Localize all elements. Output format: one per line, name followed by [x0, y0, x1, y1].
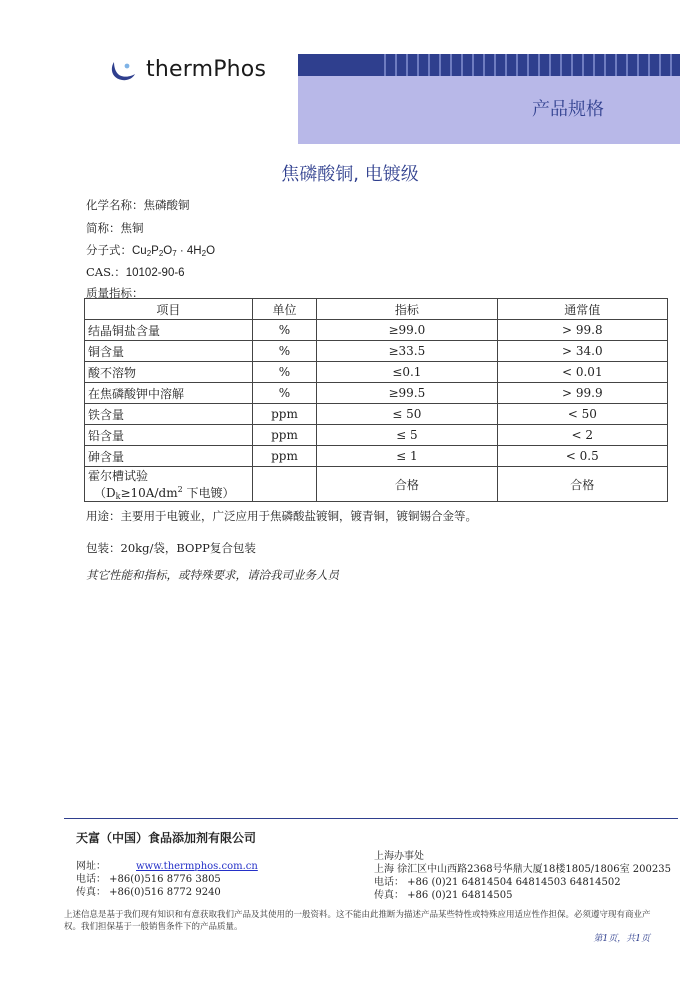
table-row-hull-cell [85, 467, 668, 502]
row-unit: ppm [252, 404, 316, 425]
spec-table [84, 298, 668, 502]
row-unit: ppm [252, 425, 316, 446]
phone-left: 电话： +86(0)516 8776 3805 [76, 874, 221, 885]
cas-value: 10102-90-6 [125, 267, 185, 279]
table-row [85, 383, 668, 404]
office-address: 上海 徐汇区中山西路2368号华鼎大厦18楼1805/1806室 200235 [374, 864, 671, 875]
table-row [85, 425, 668, 446]
table-row [85, 362, 668, 383]
row-item [85, 467, 253, 502]
header-item: 项目 [85, 299, 253, 320]
row-item: 铁含量 [85, 404, 253, 425]
website-line [76, 860, 258, 873]
page-number: 第1页，共1页 [593, 934, 650, 944]
header-band [298, 76, 680, 144]
row-typical: > 34.0 [497, 341, 667, 362]
row-spec: ≥99.0 [317, 320, 497, 341]
thermphos-logo [108, 54, 266, 84]
hull-test-label: 霍尔槽试验 [88, 469, 149, 483]
short-name-field [86, 220, 144, 236]
row-unit: % [252, 341, 316, 362]
footer-divider [64, 818, 678, 819]
office-title: 上海办事处 [374, 851, 424, 862]
cas-label: CAS.： [86, 265, 126, 279]
formula-label: 分子式： [86, 243, 132, 257]
thermphos-logo-icon [108, 54, 138, 84]
chemical-name-label: 化学名称： [86, 198, 144, 212]
contact-left [76, 860, 258, 899]
row-unit [252, 467, 316, 502]
table-row [85, 341, 668, 362]
formula-field [86, 242, 215, 258]
row-spec: ≥99.5 [317, 383, 497, 404]
row-unit: % [252, 362, 316, 383]
note-text: 其它性能和指标，或特殊要求，请洽我司业务人员 [86, 568, 339, 582]
logo-text: thermPhos [146, 56, 267, 82]
row-typical: < 0.5 [497, 446, 667, 467]
row-typical: < 50 [497, 404, 667, 425]
document-title: 焦磷酸铜, 电镀级 [281, 164, 419, 185]
table-row [85, 404, 668, 425]
chemical-name-field [86, 197, 190, 213]
row-item: 酸不溶物 [85, 362, 253, 383]
row-spec: ≤ 1 [317, 446, 497, 467]
cas-field [86, 264, 185, 280]
website-label: 网址： [76, 861, 106, 872]
short-name-value: 焦铜 [120, 221, 144, 235]
row-item: 铅含量 [85, 425, 253, 446]
contact-right [374, 850, 671, 902]
header-unit: 单位 [252, 299, 316, 320]
row-item: 铜含量 [85, 341, 253, 362]
row-item: 结晶铜盐含量 [85, 320, 253, 341]
chemical-name-value: 焦磷酸铜 [143, 198, 190, 212]
fax-left: 传真： +86(0)516 8772 9240 [76, 887, 221, 898]
row-spec: ≤ 50 [317, 404, 497, 425]
usage-text: 用途：主要用于电镀业，广泛应用于焦磷酸盐镀铜，镀青铜，镀铜锡合金等。 [86, 509, 477, 523]
table-row [85, 446, 668, 467]
header-typical: 通常值 [497, 299, 667, 320]
row-spec: ≤0.1 [317, 362, 497, 383]
row-spec: ≤ 5 [317, 425, 497, 446]
row-spec: ≥33.5 [317, 341, 497, 362]
phone-right: 电话： +86 (0)21 64814504 64814503 64814502 [374, 877, 621, 888]
fax-right: 传真： +86 (0)21 64814505 [374, 890, 513, 901]
website-link[interactable]: www.thermphos.com.cn [136, 861, 258, 872]
company-name: 天富（中国）食品添加剂有限公司 [76, 831, 257, 845]
table-row [85, 320, 668, 341]
row-item: 在焦磷酸钾中溶解 [85, 383, 253, 404]
header-stripe-bar [298, 54, 680, 76]
row-unit: ppm [252, 446, 316, 467]
row-unit: % [252, 383, 316, 404]
row-unit: % [252, 320, 316, 341]
quality-label: 质量指标： [86, 286, 144, 300]
row-typical: > 99.8 [497, 320, 667, 341]
short-name-label: 简称： [86, 221, 121, 235]
header-title: 产品规格 [532, 99, 604, 120]
row-item: 砷含量 [85, 446, 253, 467]
row-typical: > 99.9 [497, 383, 667, 404]
row-spec: 合格 [317, 467, 497, 502]
hull-test-condition: （$D_k\ge 10A/dm^2$ 下电镀） [94, 485, 235, 501]
table-header-row [85, 299, 668, 320]
row-typical: < 2 [497, 425, 667, 446]
row-typical: < 0.01 [497, 362, 667, 383]
header-spec: 指标 [317, 299, 497, 320]
packaging-text: 包装：20kg/袋，BOPP复合包装 [86, 541, 256, 555]
row-typical: 合格 [497, 467, 667, 502]
disclaimer-text: 上述信息是基于我们现有知识和有意获取我们产品及其使用的一般资料。这不能由此推断为描述产品某些特性或特殊应用适应性作担保。必须遵守现有商业产权。我们担保基于一般销售条件下的产品质量。 [64, 910, 651, 932]
formula-value: $Cu_2P_2O_7 \cdot 4H_2O$ [132, 245, 216, 258]
